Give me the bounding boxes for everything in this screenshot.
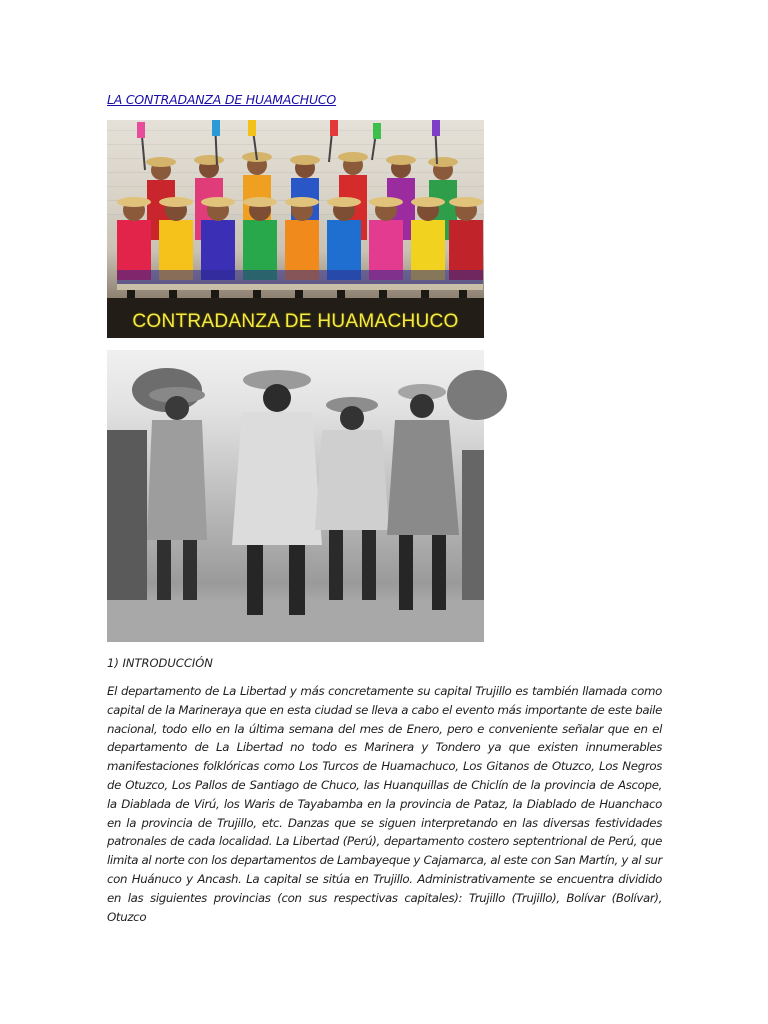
intro-paragraph: El departamento de La Libertad y más concretamente su capital Trujillo es también llamada como capital de la Marineraya que en esta ciudad se lleva a cabo el evento más importante de este baile nacional, todo ello en la última semana del mes de Enero, pero e conveniente señalar que en el departamento de La Libertad no todo es Marinera y Tondero ya que existen innumerables manifestaciones folklóricas como Los Turcos de Huamachuco, Los Gitanos de Otuzco, Los Negros de Otuzco, Los Pallos de Santiago de Chuco, las Huanquillas de Chiclín de la provincia de Ascope, la Diablada de Virú, los Waris de Tayabamba en la provincia de Pataz, la Diablado de Huanchaco en la provincia de Trujillo, etc. Danzas que se siguen interpretando en las diversas festividades patronales de cada localidad. La Libertad (Perú), departamento costero septentrional de Perú, que limita al norte con los departamentos de Lambayeque y Cajamarca, al este con San Martín, y al sur con Huánuco y Ancash. La capital se sitúa en Trujillo. Administrativamente se encuentra dividido en las siguientes provincias (con sus respectivas capitales): Trujillo (Trujillo), Bolívar (Bolívar), Otuzco <box>107 684 662 924</box>
bw-dancers-illustration <box>107 350 484 642</box>
contradanza-color-photo <box>107 120 484 338</box>
contradanza-bw-photo <box>107 350 484 642</box>
photo-caption: CONTRADANZA DE HUAMACHUCO <box>132 311 459 332</box>
section-heading: 1) INTRODUCCIÓN <box>107 656 213 670</box>
document-title-link[interactable]: LA CONTRADANZA DE HUAMACHUCO <box>107 92 337 107</box>
